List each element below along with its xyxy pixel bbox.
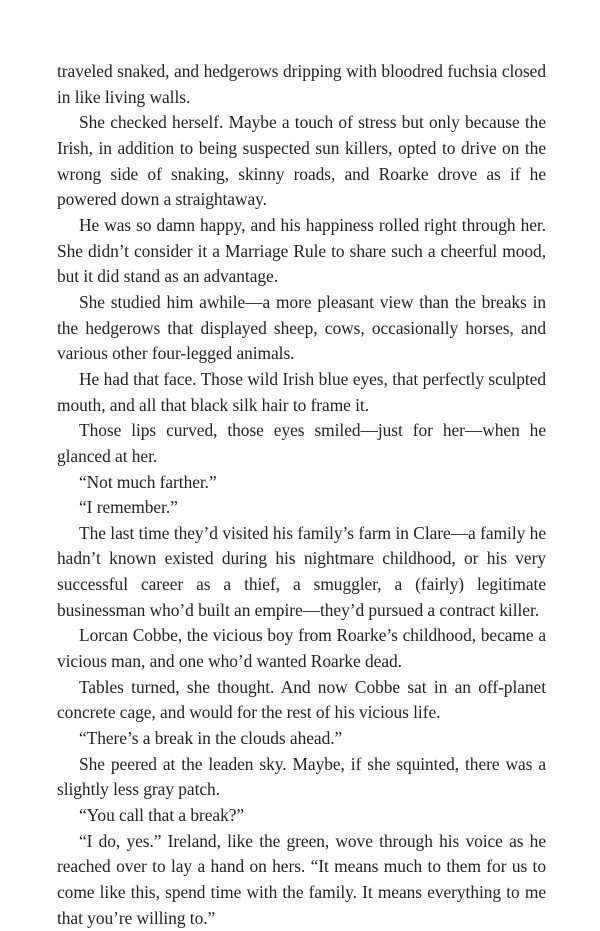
dialogue-line: “Not much farther.” [79, 471, 217, 492]
paragraph: The last time they’d visited his family’s farm in Clare—a family he hadn’t known existed during his nightmare childhood, or his very successful career as a thief, a smuggler, a (fairly) legitimate businessman who’d built an empire—they’d pursued a contract killer. [57, 522, 546, 620]
paragraph: Those lips curved, those eyes smiled—just for her—when he glanced at her. [57, 420, 546, 466]
paragraph: Tables turned, she thought. And now Cobbe sat in an off-planet concrete cage, and would for the rest of his vicious life. [57, 676, 546, 723]
paragraph: He was so damn happy, and his happiness rolled right through her. She didn’t consider it a Marriage Rule to share such a cheerful mood, but it did stand as an advantage. [57, 214, 546, 287]
dialogue-line: “I remember.” [79, 497, 178, 518]
paragraph-continuation: traveled snaked, and hedgerows dripping with bloodred fuchsia closed in like living walls. [57, 61, 546, 107]
dialogue-line: “There’s a break in the clouds ahead.” [79, 728, 343, 749]
paragraph: She checked herself. Maybe a touch of stress but only because the Irish, in addition to being suspected sun killers, opted to drive on the wrong side of snaking, skinny roads, and Roarke drove as if he powered down a straightaway. [57, 112, 546, 210]
dialogue-line: “You call that a break?” [79, 805, 245, 826]
paragraph: Lorcan Cobbe, the vicious boy from Roarke’s childhood, became a vicious man, and one who’d wanted Roarke dead. [57, 625, 546, 672]
paragraph: He had that face. Those wild Irish blue eyes, that perfectly sculpted mouth, and all that black silk hair to frame it. [57, 368, 546, 415]
paragraph: She studied him awhile—a more pleasant view than the breaks in the hedgerows that displayed sheep, cows, occasionally horses, and various other four-legged animals. [57, 291, 546, 364]
book-page-text [57, 59, 546, 931]
paragraph: “I do, yes.” Ireland, like the green, wove through his voice as he reached over to lay a hand on hers. “It means much to them for us to come like this, spend time with the family. It means everything to me that you’re willing to.” [57, 830, 546, 928]
paragraph: She peered at the leaden sky. Maybe, if she squinted, there was a slightly less gray patch. [57, 753, 546, 800]
